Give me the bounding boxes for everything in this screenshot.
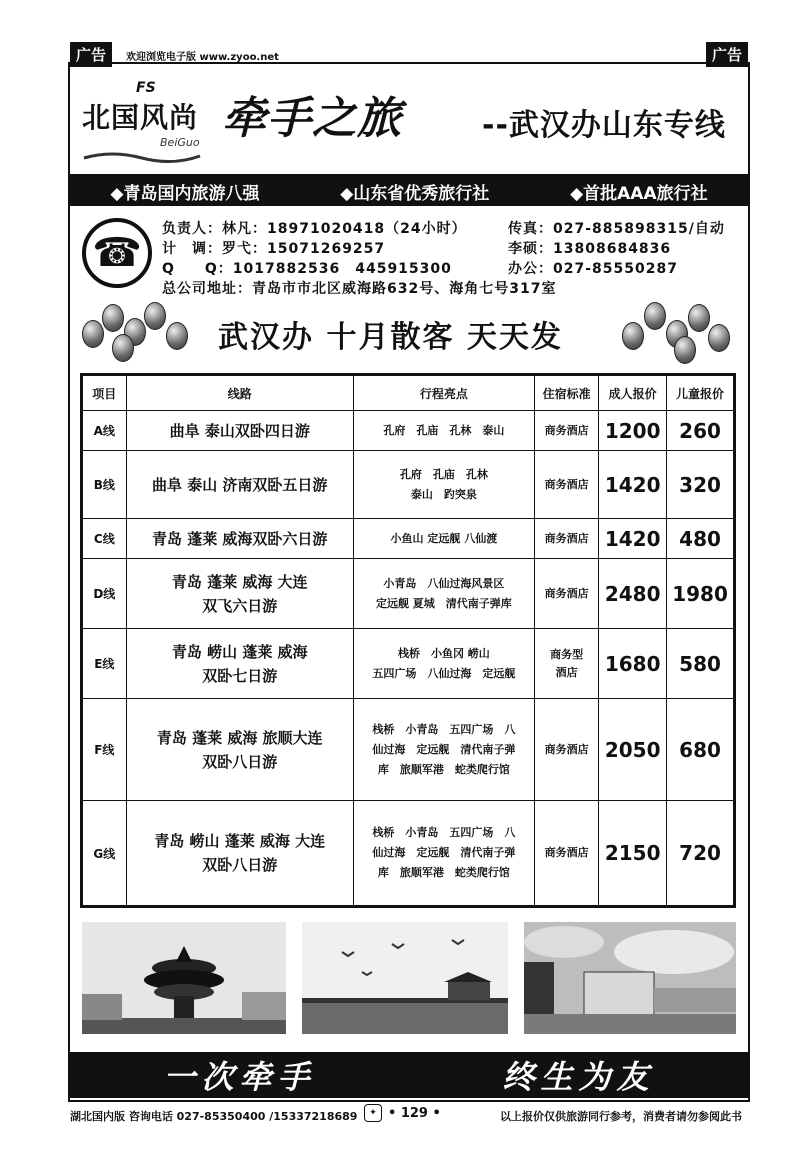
phone-icon: ☎ (82, 218, 152, 288)
highlight-line: 栈桥 小青岛 五四广场 八 (372, 722, 516, 736)
badge-top8: ◆青岛国内旅游八强 (110, 183, 260, 204)
row-highlights (353, 519, 534, 559)
logo-wave-icon (82, 150, 202, 164)
badge-aaa: ◆首批AAA旅行社 (570, 183, 708, 204)
hotel-line: 商务酒店 (544, 742, 589, 756)
row-route (126, 411, 353, 451)
hotel-line: 商务酒店 (544, 423, 589, 437)
row-code: B线 (82, 451, 127, 519)
contact-manager: 负责人：林凡：18971020418（24小时） (162, 221, 467, 237)
row-highlights (353, 411, 534, 451)
contact-fax: 传真：027-885898315/自动 (508, 221, 725, 237)
row-hotel (534, 699, 598, 801)
footer-left: 湖北国内版 咨询电话 027-85350400 /15337218689 (70, 1110, 358, 1123)
route-line: 双卧八日游 (202, 752, 278, 771)
row-child-price: 480 (667, 519, 735, 559)
hotel-line: 商务型 (550, 647, 584, 661)
badge-excellent: ◆山东省优秀旅行社 (340, 183, 490, 204)
row-adult-price: 1680 (599, 629, 667, 699)
table-row (82, 559, 735, 629)
balloons-right-icon (622, 300, 732, 368)
row-code: G线 (82, 801, 127, 907)
bottom-slogan-bar (70, 1052, 748, 1098)
row-adult-price: 2050 (599, 699, 667, 801)
row-code: E线 (82, 629, 127, 699)
row-highlights (353, 559, 534, 629)
table-header-row (82, 375, 735, 411)
table-row (82, 629, 735, 699)
highlight-line: 仙过海 定远舰 清代南子弹 (372, 846, 516, 859)
highlight-line: 孔府 孔庙 孔林 泰山 (383, 423, 505, 437)
photo-zhanqiao-pier (302, 922, 508, 1034)
highlight-line: 定远舰 夏城 清代南子弹库 (375, 596, 512, 610)
row-child-price: 260 (667, 411, 735, 451)
brand-logo (82, 80, 212, 158)
hotel-line: 商务酒店 (544, 846, 589, 859)
balloons-left-icon (82, 300, 192, 368)
bottom-slogan-left: 一次牵手 (163, 1058, 316, 1096)
footer-right: 以上报价仅供旅游同行参考，消费者请勿参阅此书 (500, 1110, 742, 1123)
col-header-route: 线路 (126, 375, 353, 411)
highlight-line: 五四广场 八仙过海 定远舰 (372, 666, 516, 680)
row-route (126, 451, 353, 519)
highlight-line: 泰山 趵突泉 (410, 487, 477, 501)
route-line: 双飞六日游 (202, 596, 278, 615)
col-header-hotel: 住宿标准 (534, 375, 598, 411)
logo-name: 北国风尚 (82, 101, 199, 134)
row-child-price: 680 (667, 699, 735, 801)
main-title: 牵手之旅 (222, 93, 402, 144)
bottom-slogan-right: 终生为友 (502, 1058, 655, 1096)
logo-sub: BeiGuo (160, 136, 200, 149)
badge-bar (70, 176, 748, 206)
col-header-code: 项目 (82, 375, 127, 411)
photo-coast-museum (524, 922, 736, 1034)
table-row (82, 451, 735, 519)
contact-planner: 计 调：罗弋：15071269257 (162, 241, 386, 257)
row-code: D线 (82, 559, 127, 629)
highlight-line: 库 旅顺军港 蛇类爬行馆 (377, 866, 510, 879)
hotel-line: 商务酒店 (544, 531, 589, 545)
route-line: 青岛 崂山 蓬莱 威海 (171, 642, 308, 661)
route-line: 曲阜 泰山 济南双卧五日游 (151, 475, 328, 494)
row-code: A线 (82, 411, 127, 451)
highlight-line: 栈桥 小鱼冈 崂山 (397, 646, 490, 660)
row-child-price: 320 (667, 451, 735, 519)
contact-office: 办公：027-85550287 (508, 261, 678, 277)
route-line: 青岛 崂山 蓬莱 威海 大连 (154, 832, 326, 850)
highlight-line: 小鱼山 定远舰 八仙渡 (390, 531, 498, 545)
highlight-line: 仙过海 定远舰 清代南子弹 (372, 742, 516, 756)
pier-photo-icon (302, 922, 508, 1034)
highlight-line: 小青岛 八仙过海风景区 (383, 576, 505, 590)
sub-title: --武汉办山东专线 (482, 108, 726, 143)
row-adult-price: 1200 (599, 411, 667, 451)
col-header-child: 儿童报价 (667, 375, 735, 411)
route-line: 青岛 蓬莱 威海 旅顺大连 (156, 728, 323, 747)
photo-may-fourth-square (82, 922, 286, 1034)
row-hotel (534, 559, 598, 629)
route-line: 青岛 蓬莱 威海 大连 (171, 572, 308, 591)
ad-tag-left: 广告 (70, 42, 112, 67)
row-code: F线 (82, 699, 127, 801)
row-hotel (534, 629, 598, 699)
row-route (126, 629, 353, 699)
row-hotel (534, 451, 598, 519)
row-adult-price: 2480 (599, 559, 667, 629)
row-highlights (353, 801, 534, 907)
highlight-line: 栈桥 小青岛 五四广场 八 (372, 826, 516, 839)
col-header-highlights: 行程亮点 (353, 375, 534, 411)
route-line: 双卧七日游 (202, 666, 278, 685)
museum-photo-icon (524, 922, 736, 1034)
table-row (82, 411, 735, 451)
row-highlights (353, 699, 534, 801)
contact-lishuo: 李硕：13808684836 (508, 241, 672, 257)
page-number: • 129 • (388, 1106, 441, 1121)
slogan: 武汉办 十月散客 天天发 (218, 320, 563, 355)
table-row (82, 519, 735, 559)
row-child-price: 1980 (667, 559, 735, 629)
welcome-text: 欢迎浏览电子版 www.zyoo.net (126, 52, 279, 63)
hotel-line: 商务酒店 (544, 477, 589, 491)
row-hotel (534, 519, 598, 559)
logo-mark: FS (136, 80, 156, 96)
hotel-line: 商务酒店 (544, 586, 589, 600)
row-code: C线 (82, 519, 127, 559)
tour-table (80, 373, 736, 908)
route-line: 青岛 蓬莱 威海双卧六日游 (151, 529, 328, 548)
row-adult-price: 1420 (599, 451, 667, 519)
ad-tag-right: 广告 (706, 42, 748, 67)
highlight-line: 孔府 孔庙 孔林 (399, 467, 488, 481)
row-highlights (353, 629, 534, 699)
col-header-adult: 成人报价 (599, 375, 667, 411)
hotel-line: 酒店 (555, 665, 578, 679)
route-line: 双卧八日游 (202, 856, 278, 874)
route-line: 曲阜 泰山双卧四日游 (169, 421, 310, 440)
row-highlights (353, 451, 534, 519)
highlight-line: 库 旅顺军港 蛇类爬行馆 (377, 762, 510, 776)
row-hotel (534, 801, 598, 907)
sculpture-photo-icon (82, 922, 286, 1034)
row-route (126, 699, 353, 801)
row-route (126, 519, 353, 559)
page-emblem-icon: ✦ (364, 1104, 382, 1122)
contact-address: 总公司地址：青岛市市北区威海路632号、海角七号317室 (162, 281, 557, 297)
row-adult-price: 1420 (599, 519, 667, 559)
row-adult-price: 2150 (599, 801, 667, 907)
row-child-price: 720 (667, 801, 735, 907)
table-row (82, 699, 735, 801)
row-hotel (534, 411, 598, 451)
contact-qq: Q Q：1017882536 445915300 (162, 261, 452, 277)
row-child-price: 580 (667, 629, 735, 699)
row-route (126, 801, 353, 907)
row-route (126, 559, 353, 629)
table-row (82, 801, 735, 907)
